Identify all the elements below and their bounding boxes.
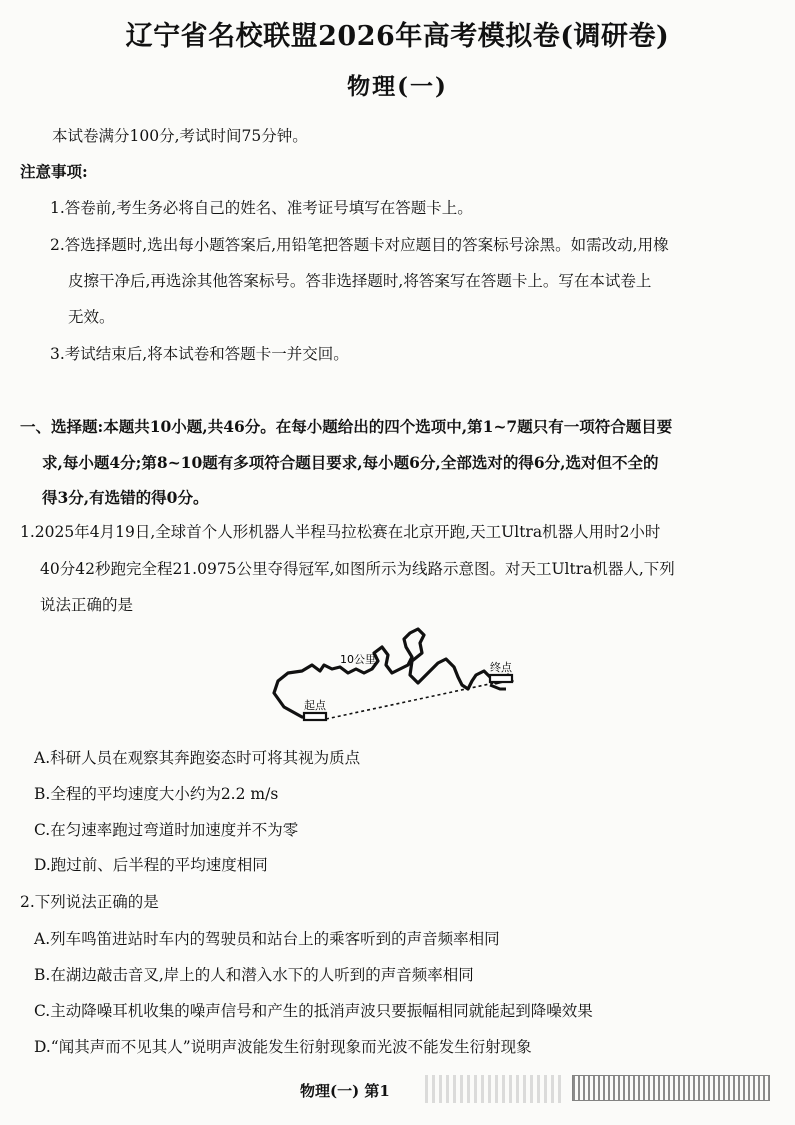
question-2-option-d: D.“闻其声而不见其人”说明声波能发生衍射现象而光波不能发生衍射现象 [34, 1038, 532, 1056]
label-10km: 10公里 [340, 653, 376, 666]
footer-watermark [425, 1075, 565, 1103]
question-2-option-c: C.主动降噪耳机收集的噪声信号和产生的抵消声波只要振幅相同就能起到降噪效果 [34, 1002, 593, 1020]
label-end: 终点 [490, 661, 512, 674]
question-1-stem-line-2: 40分42秒跑完全程21.0975公里夺得冠军,如图所示为线路示意图。对天工Ultra机器人,下列 [40, 560, 675, 578]
label-start: 起点 [304, 699, 326, 712]
footer-barcode [572, 1075, 770, 1101]
question-2-option-a: A.列车鸣笛进站时车内的驾驶员和站台上的乘客听到的声音频率相同 [34, 930, 500, 948]
start-marker [304, 713, 326, 720]
question-2-stem: 2.下列说法正确的是 [20, 893, 159, 911]
question-1-option-c: C.在匀速率跑过弯道时加速度并不为零 [34, 821, 299, 839]
question-1-stem-line-3: 说法正确的是 [40, 596, 134, 614]
exam-title: 辽宁省名校联盟2026年高考模拟卷(调研卷) [125, 21, 670, 52]
page-footer-label: 物理(一) 第1 [300, 1082, 390, 1100]
question-1-stem-line-1: 1.2025年4月19日,全球首个人形机器人半程马拉松赛在北京开跑,天工Ultra机器人用时2小时 [20, 523, 661, 541]
notice-item-2-line-1: 2.答选择题时,选出每小题答案后,用铅笔把答题卡对应题目的答案标号涂黑。如需改动,用橡 [50, 236, 669, 254]
section-1-instructions-line-1: 一、选择题:本题共10小题,共46分。在每小题给出的四个选项中,第1~7题只有一项符合题目要 [20, 417, 673, 436]
straight-line-start-to-end [326, 683, 494, 719]
notice-item-2-line-3: 无效。 [68, 308, 115, 326]
notice-item-3: 3.考试结束后,将本试卷和答题卡一并交回。 [50, 345, 349, 363]
section-1-instructions-line-2: 求,每小题4分;第8~10题有多项符合题目要求,每小题6分,全部选对的得6分,选对但不全的 [42, 453, 659, 472]
notice-item-1: 1.答卷前,考生务必将自己的姓名、准考证号填写在答题卡上。 [50, 199, 473, 217]
notice-heading: 注意事项: [20, 162, 88, 181]
exam-subtitle: 物理(一) [347, 73, 448, 100]
question-2-option-b: B.在湖边敲击音叉,岸上的人和潜入水下的人听到的声音频率相同 [34, 966, 474, 984]
question-1-option-a: A.科研人员在观察其奔跑姿态时可将其视为质点 [34, 749, 361, 767]
end-marker [490, 675, 512, 682]
question-1-option-b: B.全程的平均速度大小约为2.2 m/s [34, 785, 279, 803]
score-time-text: 本试卷满分100分,考试时间75分钟。 [52, 127, 308, 145]
notice-item-2-line-2: 皮擦干净后,再选涂其他答案标号。答非选择题时,将答案写在答题卡上。写在本试卷上 [68, 272, 652, 290]
question-1-option-d: D.跑过前、后半程的平均速度相同 [34, 856, 268, 874]
route-diagram [262, 625, 532, 730]
section-1-instructions-line-3: 得3分,有选错的得0分。 [42, 488, 209, 507]
